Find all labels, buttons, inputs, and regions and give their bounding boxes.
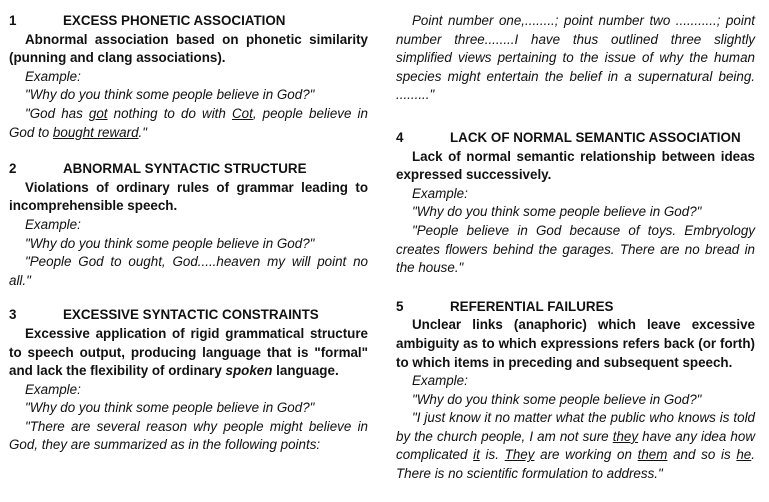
example-answer: "There are several reason why people might believe in God, they are summarized as in the following points: — [9, 418, 368, 453]
section-title: EXCESS PHONETIC ASSOCIATION — [63, 13, 286, 28]
section-heading — [396, 129, 755, 148]
section-lack-of-normal-semantic-association — [396, 129, 755, 278]
section-continuation — [396, 12, 755, 105]
example-answer-continued: Point number one,........; point number two ...........; point number three........I have thus outlined three slightly simplified views pertaining to the issue of why the human species might entertain the belief in a supernatural being. ........." — [396, 13, 755, 103]
example-question: "Why do you think some people believe in God?" — [412, 391, 702, 407]
example-answer: "People believe in God because of toys. Embryology creates flowers behind the garages. There are no bread in the house." — [396, 222, 755, 276]
section-referential-failures — [396, 298, 755, 484]
example-question: "Why do you think some people believe in God?" — [25, 400, 315, 416]
underlined-word: them — [637, 447, 668, 463]
section-heading — [396, 298, 755, 317]
underlined-word: They — [504, 447, 535, 463]
section-number: 5 — [396, 298, 404, 314]
example-answer: "I just know it no matter what the public who knows is told by the church people, I am not sure they have any idea how complicated it is. They are working on them and so is he. There is no scientific formulation to address." — [396, 410, 755, 482]
example-label: Example: — [412, 373, 468, 389]
underlined-word: they — [612, 428, 639, 444]
example-question: "Why do you think some people believe in God?" — [25, 87, 315, 103]
underlined-word: bought reward — [52, 124, 139, 140]
example-answer: "God has got nothing to do with Cot, people believe in God to bought reward." — [9, 105, 368, 140]
underlined-word: it — [473, 447, 480, 463]
example-question: "Why do you think some people believe in God?" — [412, 204, 702, 220]
section-number: 2 — [9, 161, 17, 177]
underlined-word: he — [736, 447, 752, 463]
example-label: Example: — [25, 216, 81, 232]
section-description: Excessive application of rigid grammatical structure to speech output, producing language that is "formal" and lack the flexibility of ordinary spoken language. — [9, 325, 368, 379]
section-number: 3 — [9, 307, 17, 323]
section-abnormal-syntactic-structure — [9, 160, 368, 290]
section-title: REFERENTIAL FAILURES — [450, 298, 614, 314]
section-heading — [9, 306, 368, 325]
underlined-word: Cot — [231, 105, 253, 121]
example-label: Example: — [412, 185, 468, 201]
section-excess-phonetic-association — [9, 12, 368, 142]
section-heading — [9, 160, 368, 179]
section-title: ABNORMAL SYNTACTIC STRUCTURE — [63, 161, 307, 177]
section-description: Abnormal association based on phonetic similarity (punning and clang associations). — [9, 31, 368, 66]
section-description: Lack of normal semantic relationship between ideas expressed successively. — [396, 148, 755, 183]
section-number: 1 — [9, 13, 17, 28]
section-description: Unclear links (anaphoric) which leave excessive ambiguity as to which expressions refers back (or forth) to which items in preceding and subsequent speech. — [396, 317, 755, 370]
example-label: Example: — [25, 381, 81, 397]
section-number: 4 — [396, 129, 404, 145]
left-column — [9, 12, 368, 473]
example-label: Example: — [25, 68, 81, 84]
example-question: "Why do you think some people believe in God?" — [25, 235, 315, 251]
section-title: LACK OF NORMAL SEMANTIC ASSOCIATION — [450, 129, 741, 145]
example-answer: "People God to ought, God.....heaven my will point no all." — [9, 254, 368, 288]
section-description: Violations of ordinary rules of grammar leading to incomprehensible speech. — [9, 179, 368, 214]
emphasized-word: spoken — [225, 363, 273, 379]
section-heading — [9, 12, 368, 31]
underlined-word: got — [88, 105, 108, 121]
section-title: EXCESSIVE SYNTACTIC CONSTRAINTS — [63, 307, 319, 323]
section-excessive-syntactic-constraints — [9, 306, 368, 455]
right-column — [396, 12, 755, 502]
